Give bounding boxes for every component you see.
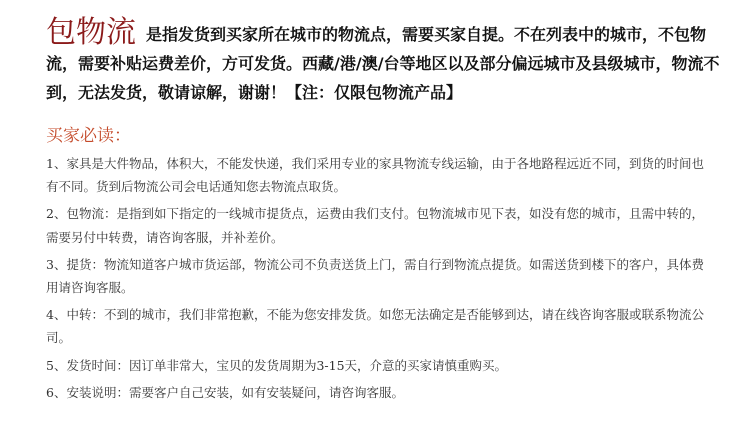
notice-item-logistics: 2、包物流：是指到如下指定的一线城市提货点，运费由我们支付。包物流城市见下表，如没有您的城市，且需中转的，需要另付中转费，请咨询客服，并补差价。 bbox=[46, 206, 704, 245]
notice-list bbox=[46, 152, 716, 408]
notice-item-shipping: 1、家具是大件物品，体积大，不能发快递，我们采用专业的家具物流专线运输，由于各地路程远近不同，到货的时间也有不同。货到后物流公司会电话通知您去物流点取货。 bbox=[46, 156, 704, 195]
notice-item-transfer: 4、中转：不到的城市，我们非常抱歉，不能为您安排发货。如您无法确定是否能够到达，请在线咨询客服或联系物流公司。 bbox=[46, 307, 704, 346]
intro-paragraph bbox=[46, 15, 726, 107]
notice-item-delivery-time: 5、发货时间：因订单非常大，宝贝的发货周期为3-15天，介意的买家请慎重购买。 bbox=[46, 357, 508, 373]
intro-text: 是指发货到买家所在城市的物流点，需要买家自提。不在列表中的城市，不包物流，需要补贴运费差价，方可发货。西藏/港/澳/台等地区以及部分偏远城市及县级城市，物流不到，无法发货，敬请谅解，谢谢！【注：仅限包物流产品】 bbox=[46, 25, 720, 102]
intro-title: 包物流 bbox=[46, 15, 136, 50]
notice-item-pickup: 3、提货：物流知道客户城市货运部，物流公司不负责送货上门，需自行到物流点提货。如需送货到楼下的客户，具体费用请咨询客服。 bbox=[46, 256, 704, 296]
notice-item-installation: 6、安装说明：需要客户自己安装，如有安装疑问，请咨询客服。 bbox=[46, 384, 404, 400]
notice-heading: 买家必读： bbox=[46, 126, 131, 146]
